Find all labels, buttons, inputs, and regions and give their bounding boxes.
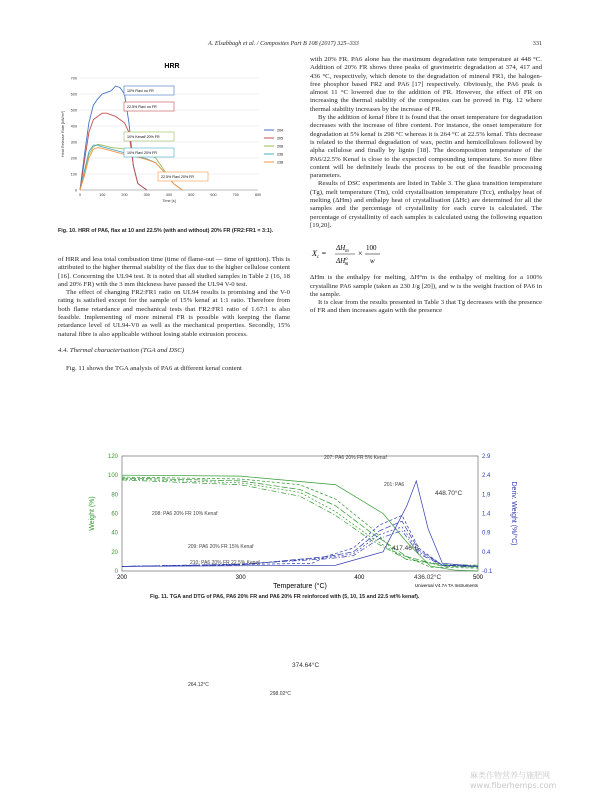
para-right-3: Results of DSC experiments are listed in Table 3. The glass transition temperature (Tg), melt temperature (Tm), cold crystallisation temperature (Tcc), enthalpy heat of melting (ΔHm) and enthalpy heat of crystallisation (ΔHc) are determined for all the samples and the percentage of crystallinity for each curve is calculated. The percentage of crystallinity of each samples is calculated using the following equation [19,20]. bbox=[310, 180, 542, 229]
x-tick-label: 500 bbox=[472, 575, 484, 581]
weight-curve bbox=[122, 477, 478, 568]
series-label: 210: PA6 20% FR 22.5% Kenaf bbox=[190, 560, 260, 566]
y2-tick-label: 1.9 bbox=[482, 492, 491, 499]
y-tick-label: 100 bbox=[70, 172, 77, 177]
legend-label: 238 bbox=[277, 160, 283, 165]
series-label: 208: PA6 20% FR 10% Kenaf bbox=[152, 511, 218, 517]
y2-tick-label: -0.1 bbox=[482, 569, 493, 575]
svg-text:ΔHm: $\Delta H_m$ bbox=[336, 244, 349, 255]
y2-axis-label: Deriv. Weight (%/°C) bbox=[510, 481, 517, 546]
series-label: 201: PA6 bbox=[384, 482, 405, 488]
para-left-2: The effect of changing FR2:FR1 ratio on UL94 results is promising and the V-0 rating is satisfied except for the sample of 15% kenaf at 1:1 ratio. Therefore from both flame retardance and mechanical tests that FR2:FR1 ratio of 1.67:1 is also feasible. Implementing of more mineral FR is possible with keeping the flame retardance level of UL94-V0 as well as the mechanical properties. Secondly, 15% natural fibre is also applicable without losing stable extrusion process. bbox=[58, 289, 290, 338]
svg-text:×: × bbox=[358, 249, 363, 259]
para-right-2: By the addition of kenaf fibre it is found that the onset temperature for degradation decreases with the increase of fibre content. For instance, the onset temperature for degradation at 5% kenaf is 298 °C whereas it is 264 °C at 22.5% kenaf. This decrease is related to the thermal degradation of wax, pectin and hemicelluloses followed by alpha cellulose and finally by lignin [18]. The decomposition temperature of the PA6/22.5% Kenaf is close to the expected compounding temperature. So more fibre content will be definitely leads the process to be out of the feasible processing parameters. bbox=[310, 114, 542, 180]
y2-tick-label: 0.9 bbox=[482, 530, 491, 537]
x-tick-label: 500 bbox=[188, 193, 195, 197]
y-tick-label: 120 bbox=[107, 454, 118, 460]
x-tick-label: 200 bbox=[116, 575, 128, 581]
para-right-1: with 20% FR. PA6 alone has the maximum degradation rate temperature at 448 °C. Addition of 20% FR shows three peaks of gravimetric degradation at 374, 417 and 436 °C, respectively, which denote to the degradation of mineral FR1, the halogen-free phosphor based FR2 and PA6 [17] respectively. Obviously, the PA6 peak is almost 11 °C lowered due to the addition of FR. However, the effect of FR on increasing the thermal stability of the composites can be proved in Fig. 12 where thermal stability increases by the increase of FR. bbox=[310, 56, 542, 113]
x-tick-label: 400 bbox=[165, 193, 173, 197]
x-tick-label: 0 bbox=[78, 193, 82, 197]
x-tick-label: 100 bbox=[99, 193, 106, 197]
annotation-label: 22.5% Flax/ 20% FR bbox=[161, 175, 194, 179]
svg-text:ΔHom: $\Delta H^o$ m bbox=[336, 257, 349, 268]
annotation-label: 22.5% Flax/ no FR bbox=[127, 105, 157, 109]
x-tick-label: 400 bbox=[354, 575, 365, 581]
svg-text:100: 100 bbox=[366, 244, 377, 253]
x-axis-label: Temperature (°C) bbox=[273, 583, 327, 590]
peak-label: 374.64°C bbox=[292, 662, 320, 669]
deriv-curve bbox=[122, 531, 478, 567]
peak-label: 436.02°C bbox=[414, 574, 442, 581]
svg-text:w: w bbox=[370, 257, 375, 266]
y-tick-label: 700 bbox=[70, 76, 77, 81]
journal-ref: A. Elsabbagh et al. / Composites Part B 108 (2017) 325–333 bbox=[208, 40, 359, 47]
peak-label: 264.12°C bbox=[188, 682, 209, 688]
hrr-title: HRR bbox=[164, 63, 180, 70]
para-left-1: of HRR and less total combustion time (time of flame-out — time of ignition). This is attributed to the higher thermal stability of the flax due to the higher cellulose content [16]. Concerning the UL94 test. It is noted that all studied samples in Table 2 (16, 18 and 20% FR) with the 3 mm thickness have passed the UL94 V-0 test. bbox=[58, 256, 290, 288]
legend-label: 236 bbox=[277, 152, 283, 157]
y-tick-label: 60 bbox=[111, 511, 118, 518]
para-right-5: It is clear from the results presented in Table 3 that Tg decreases with the presence of FR and then increases again with the presence bbox=[310, 299, 542, 315]
series-label: 207: PA6 20% FR 5% Kenaf bbox=[324, 455, 387, 461]
weight-curve bbox=[122, 479, 478, 566]
y-tick-label: 400 bbox=[70, 124, 77, 129]
para-left-3: Fig. 11 shows the TGA analysis of PA6 at different kenaf content bbox=[66, 365, 242, 373]
y-tick-label: 100 bbox=[107, 473, 118, 480]
crystallinity-equation bbox=[310, 240, 542, 266]
watermark: 麻类作物营养与施肥网 www.fiberhemps.com bbox=[470, 771, 557, 790]
x-tick-label: 600 bbox=[210, 193, 217, 197]
peak-label: 417.46°C bbox=[392, 545, 420, 552]
x-tick-label: 300 bbox=[143, 193, 150, 197]
annotation-label: 10% Flax/ 20% FR bbox=[127, 151, 157, 155]
y2-tick-label: 2.4 bbox=[482, 473, 491, 480]
deriv-curve bbox=[122, 515, 478, 566]
y2-tick-label: 2.9 bbox=[482, 454, 491, 460]
y-tick-label: 300 bbox=[70, 140, 77, 145]
y-tick-label: 0 bbox=[74, 188, 77, 193]
y-axis-label: Heat Release Rate [kW/m²] bbox=[61, 110, 65, 158]
peak-label: 448.70°C bbox=[435, 490, 463, 497]
y2-tick-label: 0.4 bbox=[482, 549, 491, 556]
y-tick-label: 200 bbox=[70, 156, 77, 161]
fig10-caption: Fig. 10. HRR of PA6, flax at 10 and 22.5% (with and without) 20% FR (FR2:FR1 = 3:1). bbox=[58, 228, 274, 234]
hrr-chart bbox=[56, 58, 288, 208]
y-tick-label: 0 bbox=[114, 569, 118, 575]
legend-label: 205 bbox=[277, 136, 283, 141]
y-tick-label: 80 bbox=[111, 492, 118, 499]
x-tick-label: 800 bbox=[254, 193, 262, 197]
svg-text:Xc =: $X_c$ = bbox=[312, 249, 327, 261]
series-label: 209: PA6 20% FR 15% Kenaf bbox=[188, 544, 254, 550]
y-tick-label: 20 bbox=[111, 549, 118, 556]
section-heading: 4.4. Thermal characterisation (TGA and DSC) bbox=[58, 346, 185, 354]
para-right-4: ΔHm is the enthalpy for melting, ΔH°m is the enthalpy of melting for a 100% crystalline PA6 sample (taken as 230 J/g [20]), and w is the weight fraction of PA6 in the sample. bbox=[310, 274, 542, 298]
x-tick-label: 300 bbox=[235, 575, 246, 581]
y2-tick-label: 1.4 bbox=[482, 511, 491, 518]
peak-label: 298.02°C bbox=[270, 691, 291, 697]
x-tick-label: 700 bbox=[232, 193, 239, 197]
y-tick-label: 40 bbox=[111, 530, 118, 537]
legend-label: 208 bbox=[277, 144, 283, 149]
y-tick-label: 500 bbox=[70, 108, 77, 113]
y-axis-label: Weight (%) bbox=[89, 496, 96, 531]
fig11-caption: Fig. 11. TGA and DTG of PA6, PA6 20% FR and PA6 20% FR reinforced with (5, 10, 15 and 22.5 wt% kenaf). bbox=[150, 594, 420, 600]
page-header bbox=[58, 40, 542, 50]
right-column bbox=[310, 56, 542, 316]
y-tick-label: 600 bbox=[70, 92, 77, 97]
legend-label: 204 bbox=[277, 128, 283, 133]
annotation-label: 10% Kenaf/ 20% FR bbox=[127, 135, 160, 139]
instrument-label: Universal V4.7A TA Instruments bbox=[414, 583, 478, 588]
x-axis-label: Time [s] bbox=[162, 199, 176, 203]
x-tick-label: 200 bbox=[121, 193, 128, 197]
deriv-curve bbox=[122, 521, 478, 566]
figure-10 bbox=[56, 58, 288, 234]
left-column bbox=[58, 256, 290, 374]
annotation-label: 10% Flax/ no FR bbox=[127, 89, 154, 93]
page-number: 331 bbox=[532, 40, 542, 47]
